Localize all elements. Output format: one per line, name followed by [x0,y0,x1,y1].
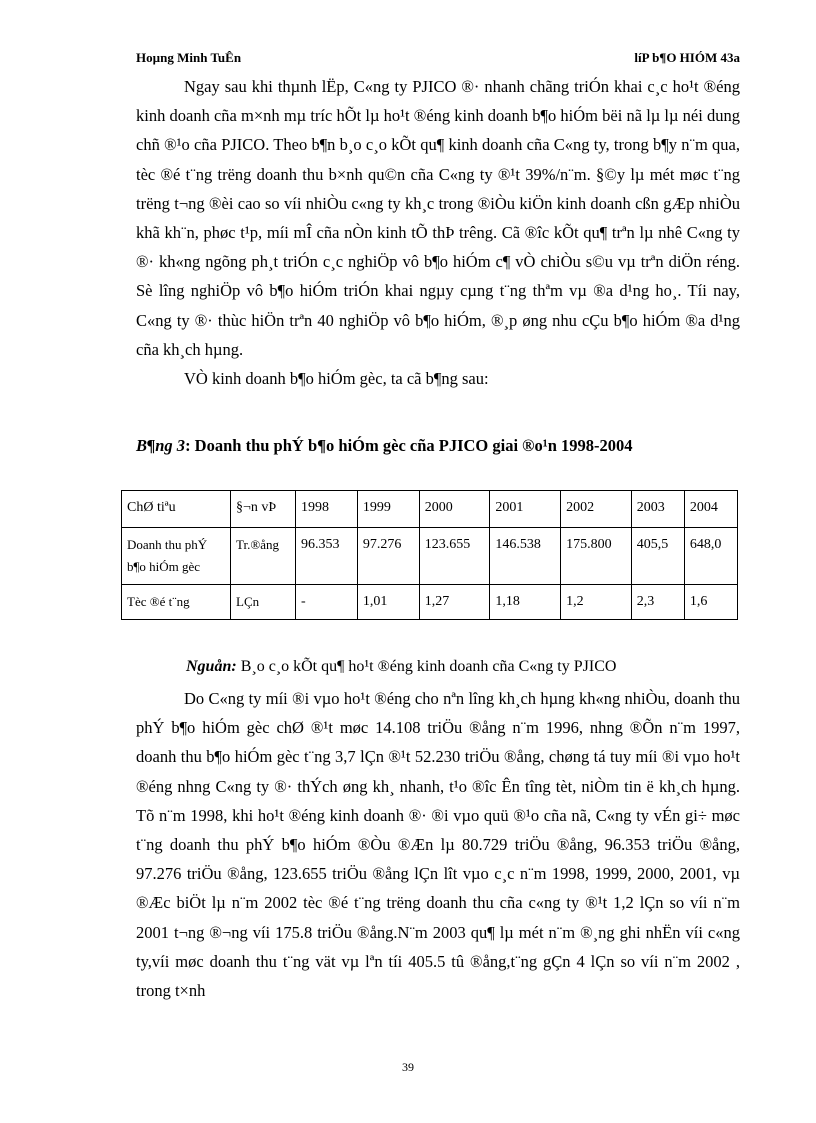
table-row [122,528,738,585]
table-cell: LÇn [231,585,296,620]
paragraph-analysis: Do C«ng ty míi ®i vµo ho¹t ®éng cho nªn lîng kh¸ch hµng kh«ng nhiÒu, doanh thu phÝ b¶o hiÓm gèc chØ ®¹t møc 14.108 triÖu ®ång n¨m 1996, nhng ®Õn n¨m 1997, doanh thu b¶o hiÓm gèc t¨ng 3,7 lÇn ®¹t 52.230 triÖu ®ång, chøng tá tuy míi ®i vµo ho¹t ®éng nhng C«ng ty ®· thÝch øng kh¸ nhanh, t¹o ®îc Ên tîng tèt, niÒm tin ë kh¸ch hµng. Tõ n¨m 1998, khi ho¹t ®éng kinh doanh ®· ®i vµo quü ®¹o cña nã, C«ng ty vÉn gi÷ møc t¨ng doanh thu phÝ b¶o hiÓm ®Òu ®Æn lµ 80.729 triÖu ®ång, 96.353 triÖu ®ång, 97.276 triÖu ®ång, 123.655 triÖu ®ång lÇn lît vµo c¸c n¨m 1998, 1999, 2000, 2001, vµ ®Æc biÖt lµ n¨m 2002 tèc ®é t¨ng trëng doanh thu cña c«ng ty ®¹t 1,2 lÇn so víi n¨m 2001 t¬ng ®¬ng víi 175.8 triÖu ®ång.N¨m 2003 qu¶ lµ mét n¨m ®¸ng ghi nhËn víi c«ng ty,víi møc doanh thu t¨ng vät vµ lªn tíi 405.5 tû ®ång,t¨ng gÇn 4 lÇn so víi n¨m 2002 , trong t×nh [136,689,740,1001]
table-cell: 1,6 [684,585,737,620]
source-text: B¸o c¸o kÕt qu¶ ho¹t ®éng kinh doanh cña C«ng ty PJICO [236,658,617,675]
table-cell: 1,01 [357,585,419,620]
table-cell: Doanh thu phÝ b¶o hiÓm gèc [122,528,231,585]
table-caption-label: B¶ng 3 [136,436,186,455]
table-cell: 123.655 [419,528,490,585]
table-cell: - [296,585,358,620]
table-header-cell: 2002 [561,491,632,528]
table-cell: 96.353 [296,528,358,585]
table-row [122,585,738,620]
table-cell: 2,3 [631,585,684,620]
table-source [186,654,746,680]
table-cell: 648,0 [684,528,737,585]
body-text-bottom [136,684,740,1005]
table-cell: 1,27 [419,585,490,620]
table-cell: 405,5 [631,528,684,585]
table-cell: 175.800 [561,528,632,585]
table-cell: 146.538 [490,528,561,585]
table-header-cell: 2003 [631,491,684,528]
table-cell: 1,18 [490,585,561,620]
table-header-cell: 1999 [357,491,419,528]
table-header-cell: ChØ tiªu [122,491,231,528]
body-text-top [136,72,740,393]
table-header-cell: 1998 [296,491,358,528]
table-cell: Tèc ®é t¨ng [122,585,231,620]
table-header-cell: 2004 [684,491,737,528]
table-cell: 1,2 [561,585,632,620]
header-author: Hoµng Minh TuÊn [136,50,242,65]
paragraph-intro: Ngay sau khi thµnh lËp, C«ng ty PJICO ®· nhanh chãng triÓn khai c¸c ho¹t ®éng kinh doanh cña m×nh mµ tríc hÕt lµ ho¹t ®éng kinh doanh b¶o hiÓm bëi nã lµ lµ néi dung chñ ®¹o cña PJICO. Theo b¶n b¸o c¸o kÕt qu¶ kinh doanh cña C«ng ty, trong b¶y n¨m qua, tèc ®é t¨ng trëng doanh thu b×nh qu©n cña C«ng ty ®¹t 39%/n¨m. §©y lµ mét møc t¨ng trëng t¬ng ®èi cao so víi nhiÒu c«ng ty kh¸c trong ®iÒu kiÖn kinh doanh cßn gÆp nhiÒu khã kh¨n, phøc t¹p, míi mÎ cña nÒn kinh tÕ thÞ trêng. Cã ®îc kÕt qu¶ trªn lµ nhê C«ng ty ®· kh«ng ngõng ph¸t triÓn c¸c nghiÖp vô b¶o hiÓm c¶ vÒ chiÒu s©u vµ trªn diÖn réng. Sè lîng nghiÖp vô b¶o hiÓm triÓn khai ngµy cµng t¨ng thªm vµ ®a d¹ng ho¸. Tíi nay, C«ng ty ®· thùc hiÖn trªn 40 nghiÖp vô b¶o hiÓm, ®¸p øng nhu cÇu b¶o hiÓm ®a d¹ng cña kh¸ch hµng. [136,77,740,359]
header-class: líP b¶O HIÓM 43a [634,50,740,65]
page-header [136,50,740,68]
table-cell: 97.276 [357,528,419,585]
source-label: Nguån: [186,658,237,675]
table-caption-text: : Doanh thu phÝ b¶o hiÓm gèc cña PJICO giai ®o¹n 1998-2004 [185,436,633,455]
table-header-cell: 2000 [419,491,490,528]
table-cell: Tr.®ång [231,528,296,585]
revenue-table [121,490,738,620]
table-header-cell: §¬n vÞ [231,491,296,528]
page-number: 39 [402,1060,414,1074]
table-header-row [122,491,738,528]
table-caption [136,432,740,460]
table-header-cell: 2001 [490,491,561,528]
paragraph-table-lead: VÒ kinh doanh b¶o hiÓm gèc, ta cã b¶ng sau: [184,369,489,389]
